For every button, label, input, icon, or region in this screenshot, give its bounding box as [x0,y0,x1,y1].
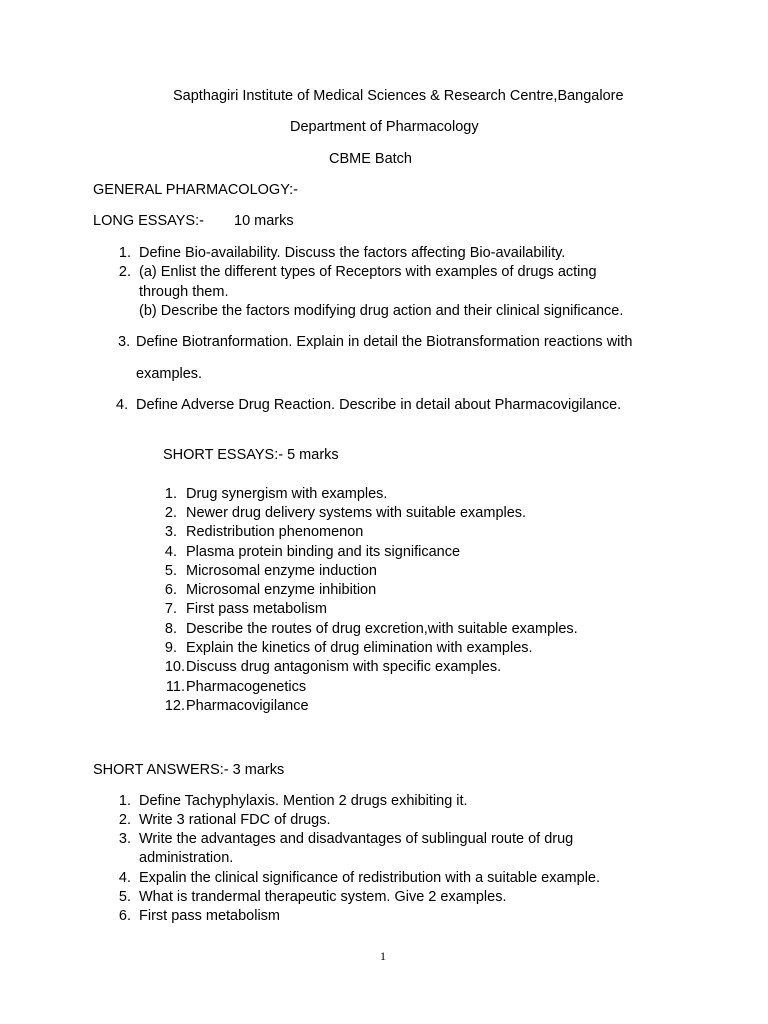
long-essay-text: (a) Enlist the different types of Receptors with examples of drugs acting [139,264,597,280]
short-essay-number: 10. [164,659,185,675]
batch-title: CBME Batch [329,151,412,167]
short-essay-number: 5. [164,563,177,579]
long-essay-text: (b) Describe the factors modifying drug action and their clinical significance. [139,303,624,319]
short-essay-text: Describe the routes of drug excretion,with suitable examples. [186,621,578,637]
short-essay-number: 6. [164,582,177,598]
section-heading: GENERAL PHARMACOLOGY:- [93,182,298,198]
long-essay-text: through them. [139,284,229,300]
long-essay-number: 4. [116,397,129,413]
short-essay-text: Microsomal enzyme induction [186,563,377,579]
long-essays-heading: LONG ESSAYS:- [93,213,204,229]
short-answer-text: Define Tachyphylaxis. Mention 2 drugs exhibiting it. [139,793,468,809]
long-essays-marks: 10 marks [234,213,294,229]
short-essay-number: 1. [164,486,177,502]
institute-title: Sapthagiri Institute of Medical Sciences & Research Centre,Bangalore [173,88,624,104]
short-answer-number: 1. [118,793,131,809]
long-essay-text: Define Bio-availability. Discuss the factors affecting Bio-availability. [139,245,566,261]
short-answer-text: What is trandermal therapeutic system. Give 2 examples. [139,889,507,905]
short-essay-text: Explain the kinetics of drug elimination with examples. [186,640,533,656]
short-answer-number: 3. [118,831,131,847]
short-essay-number: 11. [165,679,185,695]
short-essay-number: 7. [164,601,177,617]
long-essay-text: examples. [136,366,203,382]
short-essay-text: Newer drug delivery systems with suitable examples. [186,505,527,521]
long-essay-number: 1. [118,245,131,261]
short-answer-text: Write the advantages and disadvantages of sublingual route of drug [139,831,574,847]
long-essay-text: Define Biotranformation. Explain in detail the Biotransformation reactions with [136,334,633,350]
short-answer-number: 5. [118,889,131,905]
short-essay-text: Microsomal enzyme inhibition [186,582,377,598]
short-answer-number: 4. [118,870,131,886]
short-essay-number: 8. [164,621,177,637]
short-essay-number: 3. [164,524,177,540]
short-essay-number: 12. [164,698,185,714]
short-answer-number: 6. [118,908,131,924]
short-essay-number: 9. [164,640,177,656]
short-essay-number: 2. [164,505,177,521]
short-essay-text: Plasma protein binding and its significance [186,544,461,560]
short-essay-text: Pharmacogenetics [186,679,307,695]
short-answers-heading: SHORT ANSWERS:- 3 marks [93,762,285,778]
short-answer-text: Write 3 rational FDC of drugs. [139,812,331,828]
short-essay-text: Discuss drug antagonism with specific examples. [186,659,502,675]
short-answer-number: 2. [118,812,131,828]
department-title: Department of Pharmacology [290,119,479,135]
page-number: 1 [380,949,386,963]
short-essays-heading: SHORT ESSAYS:- 5 marks [163,447,339,463]
short-essay-text: Drug synergism with examples. [186,486,388,502]
short-essay-text: Redistribution phenomenon [186,524,364,540]
short-answer-text: administration. [139,850,234,866]
long-essay-number: 2. [118,264,131,280]
short-essay-number: 4. [164,544,177,560]
short-essay-text: Pharmacovigilance [186,698,309,714]
short-essay-text: First pass metabolism [186,601,328,617]
long-essay-number: 3. [118,334,131,350]
long-essay-text: Define Adverse Drug Reaction. Describe in detail about Pharmacovigilance. [136,397,622,413]
short-answer-text: Expalin the clinical significance of redistribution with a suitable example. [139,870,601,886]
short-answer-text: First pass metabolism [139,908,281,924]
